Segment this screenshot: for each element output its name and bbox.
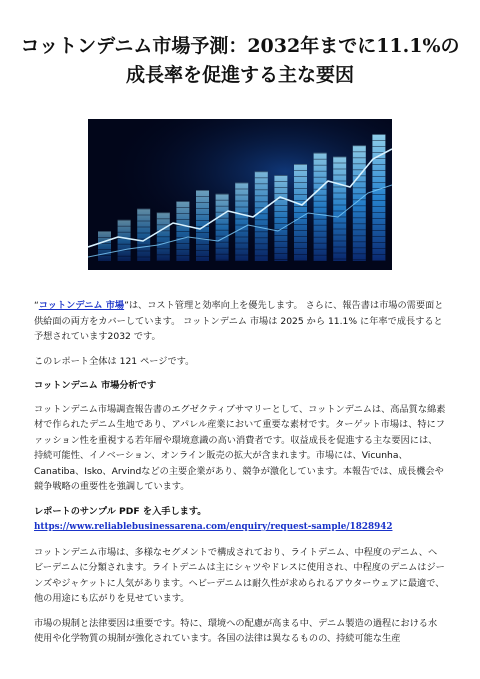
market-link[interactable]: コットンデニム 市場 — [38, 300, 125, 311]
hero-bar-segment — [314, 261, 327, 262]
hero-bar-segment — [294, 206, 307, 207]
hero-bar-segment — [176, 201, 189, 202]
hero-bar-segment — [372, 206, 385, 207]
hero-bar-segment — [98, 231, 111, 232]
hero-bar-segment — [176, 207, 189, 208]
hero-bar-segment — [294, 248, 307, 249]
hero-bar-segment — [294, 224, 307, 225]
hero-bar-segment — [196, 202, 209, 203]
hero-bar-segment — [235, 237, 248, 238]
hero-bar-segment — [314, 255, 327, 256]
hero-bar-segment — [294, 218, 307, 219]
hero-bar-segment — [235, 183, 248, 184]
hero-bar-segment — [137, 233, 150, 234]
hero-bar-segment — [157, 254, 170, 255]
hero-bar-segment — [274, 253, 287, 254]
hero-bar-segment — [196, 190, 209, 191]
hero-bar-segment — [372, 224, 385, 225]
hero-bar-segment — [314, 219, 327, 220]
hero-bar-segment — [137, 221, 150, 222]
article-title: コットンデニム市場予測：2032年までに11.1%の成長率を促進する主な要因 — [20, 35, 460, 86]
hero-bar-segment — [196, 244, 209, 245]
hero-bar-segment — [235, 219, 248, 220]
hero-bar-segment — [372, 140, 385, 141]
hero-bar-segment — [294, 212, 307, 213]
hero-bar-segment — [353, 217, 366, 218]
hero-bar-segment — [157, 236, 170, 237]
hero-bar-segment — [314, 153, 327, 154]
hero-bar-segment — [294, 170, 307, 171]
hero-bar-segment — [353, 187, 366, 188]
hero-bar-segment — [274, 175, 287, 176]
quote-mark: ” — [124, 300, 129, 311]
hero-bar-segment — [274, 211, 287, 212]
hero-bar-segment — [255, 249, 268, 250]
hero-bar-segment — [294, 176, 307, 177]
hero-bar-segment — [333, 193, 346, 194]
hero-bar-segment — [196, 214, 209, 215]
hero-bar-segment — [274, 235, 287, 236]
hero-bar-segment — [353, 211, 366, 212]
hero-bar-segment — [314, 231, 327, 232]
hero-bar-segment — [176, 249, 189, 250]
hero-bar-segment — [216, 248, 229, 249]
hero-bar — [274, 175, 287, 261]
hero-bar-segment — [372, 230, 385, 231]
hero-bar-segment — [255, 255, 268, 256]
hero-bar — [216, 194, 229, 261]
hero-bar-segment — [333, 199, 346, 200]
hero-bar-segment — [255, 189, 268, 190]
hero-image — [88, 119, 392, 270]
hero-bar-segment — [372, 200, 385, 201]
hero-bar-segment — [333, 235, 346, 236]
hero-bar-segment — [137, 227, 150, 228]
hero-bar-segment — [216, 242, 229, 243]
hero-bar-segment — [176, 219, 189, 220]
hero-bar-segment — [137, 257, 150, 258]
hero-bar-segment — [274, 187, 287, 188]
hero-bar-segment — [157, 260, 170, 261]
hero-bar-segment — [333, 187, 346, 188]
hero-bar-segment — [314, 237, 327, 238]
hero-bar-segment — [118, 256, 131, 257]
hero-bar-segment — [274, 223, 287, 224]
intro-text: は、コスト管理と効率向上を優先します。 さらに、報告書は市場の需要面と供給面の両方をカバーしています。 コットンデニム 市場は 2025 から 11.1% に年率で成長すると予想されています2032 です。 — [34, 300, 444, 342]
article-body — [34, 298, 446, 656]
hero-bar-segment — [274, 193, 287, 194]
hero-bar-segment — [372, 242, 385, 243]
hero-bar-segment — [372, 176, 385, 177]
hero-bar-segment — [314, 201, 327, 202]
hero-bar-segment — [372, 248, 385, 249]
hero-bar-segment — [314, 171, 327, 172]
hero-bar-segment — [372, 218, 385, 219]
hero-bar-segment — [294, 242, 307, 243]
hero-bar-segment — [314, 243, 327, 244]
hero-bar-segment — [255, 183, 268, 184]
hero-bar-segment — [255, 225, 268, 226]
hero-bar-segment — [176, 255, 189, 256]
hero-bar-segment — [255, 243, 268, 244]
hero-bar-segment — [372, 236, 385, 237]
hero-bar-segment — [118, 226, 131, 227]
hero-bar-segment — [176, 231, 189, 232]
hero-bar-segment — [137, 215, 150, 216]
hero-bar-segment — [333, 259, 346, 260]
hero-bar-segment — [235, 195, 248, 196]
hero-bar-segment — [294, 254, 307, 255]
hero-bar-segment — [235, 225, 248, 226]
hero-bar-segment — [98, 255, 111, 256]
hero-bar-segment — [333, 253, 346, 254]
hero-bar-segment — [294, 230, 307, 231]
sample-request — [34, 504, 446, 536]
hero-bar-segment — [314, 177, 327, 178]
hero-bar-segment — [372, 254, 385, 255]
hero-bar-segment — [157, 248, 170, 249]
hero-bar-segment — [274, 259, 287, 260]
quote-mark: “ — [34, 300, 39, 311]
hero-bar-segment — [372, 164, 385, 165]
hero-bar-segment — [255, 237, 268, 238]
hero-bar-segment — [294, 164, 307, 165]
hero-bar-segment — [353, 235, 366, 236]
hero-bar-segment — [137, 245, 150, 246]
hero-bar-segment — [353, 259, 366, 260]
hero-bar-segment — [235, 189, 248, 190]
hero-bar-segment — [294, 200, 307, 201]
hero-bar-segment — [235, 255, 248, 256]
hero-bar-segment — [353, 193, 366, 194]
hero-bar-segment — [333, 241, 346, 242]
hero-bar-segment — [98, 249, 111, 250]
hero-bar-segment — [235, 261, 248, 262]
hero-bar-segment — [333, 223, 346, 224]
hero-bar-segment — [353, 253, 366, 254]
hero-bar-segment — [216, 224, 229, 225]
hero-bar-segment — [353, 151, 366, 152]
hero-bar-segment — [333, 175, 346, 176]
hero-bar-segment — [157, 212, 170, 213]
hero-bar-segment — [274, 241, 287, 242]
hero-bar-segment — [353, 229, 366, 230]
hero-bar-segment — [118, 232, 131, 233]
hero-bar-segment — [196, 208, 209, 209]
hero-bar-segment — [314, 213, 327, 214]
hero-bar-segment — [353, 157, 366, 158]
hero-bar-segment — [314, 165, 327, 166]
hero-bar-segment — [314, 195, 327, 196]
hero-bar-segment — [196, 250, 209, 251]
hero-bar — [333, 157, 346, 261]
hero-bar-segment — [372, 212, 385, 213]
hero-bar-segment — [314, 249, 327, 250]
hero-bar-segment — [255, 231, 268, 232]
hero-bar-segment — [314, 225, 327, 226]
hero-bar-segment — [372, 134, 385, 135]
hero-bar-segment — [118, 220, 131, 221]
hero-bar-segment — [372, 194, 385, 195]
hero-bar-segment — [372, 170, 385, 171]
hero-bar-segment — [294, 260, 307, 261]
hero-bar-segment — [196, 232, 209, 233]
hero-bar-segment — [353, 223, 366, 224]
hero-bar-segment — [196, 196, 209, 197]
segments-paragraph: コットンデニム市場は、多様なセグメントで構成されており、ライトデニム、中程度のデニム、ヘビーデニムに分類されます。ライトデニムは主にシャツやドレスに使用され、中程度のデニムはジーンズやジャケットに人気があります。ヘビーデニムは耐久性が求められるアウターウェアに最適で、他の用途にも広がりを見せています。 — [34, 546, 445, 604]
hero-bar-segment — [372, 182, 385, 183]
analysis-paragraph: コットンデニム市場調査報告書のエグゼクティブサマリーとして、コットンデニムは、高品質な綿素材で作られたデニム生地であり、アパレル産業において重要な素材です。ターゲット市場は、特にファッション性を重視する若年層や環境意識の高い消費者です。収益成長を促進する主な要因には、持続可能性、イノベーション、オンライン販売の拡大が含まれます。市場には、Vicunha、Canatiba、Isko、Arvindなどの主要企業があり、競争が激化しています。本報告では、成長機会や競争戦略の重要性を強調しています。 — [34, 403, 446, 492]
hero-bar-segment — [353, 241, 366, 242]
hero-bar-segment — [235, 249, 248, 250]
rising-bars-graphic — [88, 119, 392, 270]
hero-bar-segment — [157, 218, 170, 219]
hero-bar-segment — [333, 169, 346, 170]
sample-label: レポートのサンプル PDF を入手します。 — [34, 505, 207, 517]
hero-bar-segment — [157, 224, 170, 225]
hero-bar-segment — [255, 195, 268, 196]
hero-bar — [255, 171, 268, 261]
hero-bar-segment — [216, 230, 229, 231]
hero-bar-segment — [294, 182, 307, 183]
hero-bar-segment — [137, 251, 150, 252]
hero-bar-segment — [333, 157, 346, 158]
hero-bar-segment — [216, 254, 229, 255]
hero-bar-segment — [196, 220, 209, 221]
hero-bar-segment — [235, 207, 248, 208]
hero-bar-segment — [294, 188, 307, 189]
intro-paragraph — [34, 298, 446, 345]
hero-bar-segment — [274, 205, 287, 206]
hero-bar-segment — [255, 219, 268, 220]
hero-bar-segment — [294, 236, 307, 237]
hero-bar-segment — [333, 229, 346, 230]
hero-bar-segment — [118, 244, 131, 245]
hero-bar-segment — [333, 163, 346, 164]
hero-bar-segment — [216, 200, 229, 201]
hero-bar-segment — [274, 181, 287, 182]
hero-bar-segment — [294, 194, 307, 195]
hero-bar-segment — [353, 163, 366, 164]
hero-bar-segment — [176, 213, 189, 214]
sample-link[interactable]: https://www.reliablebusinessarena.com/enquiry/request-sample/1828942 — [34, 522, 393, 532]
hero-bar-segment — [372, 260, 385, 261]
hero-bar-segment — [353, 205, 366, 206]
hero-bar-segment — [216, 260, 229, 261]
hero-bar-segment — [176, 243, 189, 244]
hero-bar-segment — [235, 243, 248, 244]
hero-bar-segment — [353, 247, 366, 248]
hero-bar-segment — [314, 159, 327, 160]
hero-bar-segment — [255, 177, 268, 178]
hero-bar-segment — [98, 237, 111, 238]
hero-bar-segment — [216, 194, 229, 195]
hero-bar-segment — [255, 171, 268, 172]
pages-line: このレポート全体は 121 ページです。 — [34, 355, 195, 367]
hero-bar-segment — [216, 206, 229, 207]
hero-bar-segment — [353, 145, 366, 146]
hero-bar-segment — [196, 256, 209, 257]
hero-bar — [137, 209, 150, 261]
hero-bar-segment — [274, 217, 287, 218]
hero-bar-segment — [314, 207, 327, 208]
hero-bar-segment — [235, 201, 248, 202]
hero-bar-segment — [372, 146, 385, 147]
hero-bar — [98, 231, 111, 261]
analysis-heading: コットンデニム 市場分析です — [34, 380, 157, 391]
regulation-paragraph: 市場の規制と法律要因は重要です。特に、環境への配慮が高まる中、デニム製造の過程における水使用や化学物質の規制が強化されています。各国の法律は異なるものの、持続可能な生産 — [34, 617, 438, 644]
hero-bar-segment — [137, 209, 150, 210]
hero-bar-segment — [333, 247, 346, 248]
hero-bar-segment — [255, 201, 268, 202]
hero-bar-segment — [333, 211, 346, 212]
hero-bar-segment — [333, 205, 346, 206]
hero-bar — [176, 201, 189, 261]
hero-bar-segment — [333, 181, 346, 182]
hero-bar-segment — [274, 247, 287, 248]
